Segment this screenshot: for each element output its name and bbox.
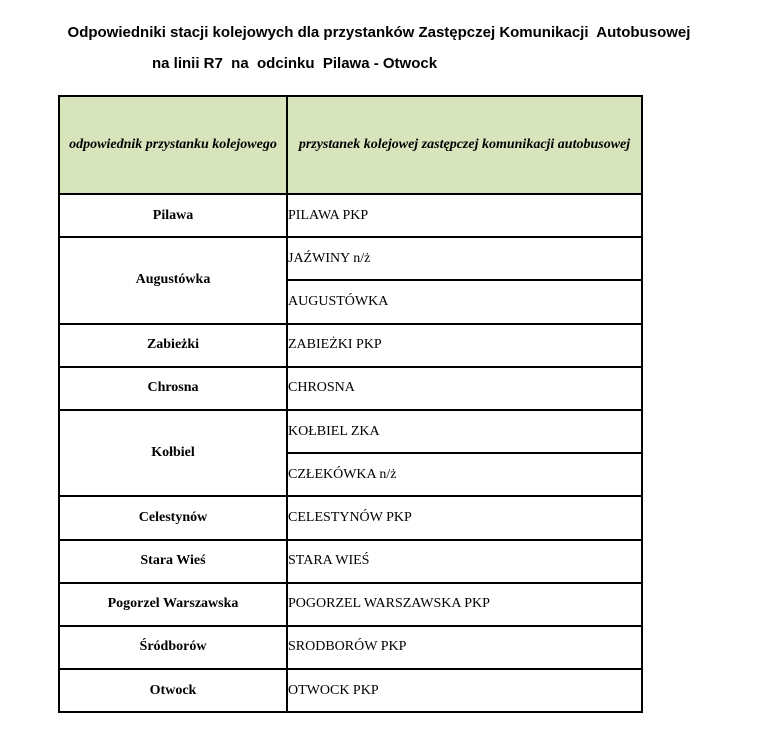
bus-stop-cell: CZŁEKÓWKA n/ż <box>287 453 642 496</box>
bus-stop-cell: ZABIEŻKI PKP <box>287 324 642 367</box>
railway-station-cell: Celestynów <box>59 496 287 539</box>
table-row <box>59 237 642 280</box>
railway-station-cell: Otwock <box>59 669 287 712</box>
table-row <box>59 583 642 626</box>
table-row <box>59 669 642 712</box>
bus-stop-cell: AUGUSTÓWKA <box>287 280 642 323</box>
stations-table <box>58 95 643 713</box>
bus-stop-cell: KOŁBIEL ZKA <box>287 410 642 453</box>
table-row <box>59 626 642 669</box>
table-row <box>59 194 642 237</box>
bus-stop-cell: CELESTYNÓW PKP <box>287 496 642 539</box>
railway-station-cell: Pilawa <box>59 194 287 237</box>
railway-station-cell: Augustówka <box>59 237 287 323</box>
table-row <box>59 410 642 453</box>
railway-station-cell: Pogorzel Warszawska <box>59 583 287 626</box>
bus-stop-cell: CHROSNA <box>287 367 642 410</box>
bus-stop-cell: JAŹWINY n/ż <box>287 237 642 280</box>
document-subtitle: na linii R7 na odcinku Pilawa - Otwock <box>152 55 438 72</box>
stations-table-body <box>59 194 642 712</box>
bus-stop-cell: POGORZEL WARSZAWSKA PKP <box>287 583 642 626</box>
railway-station-cell: Kołbiel <box>59 410 287 496</box>
bus-stop-cell: PILAWA PKP <box>287 194 642 237</box>
header-railway-station: odpowiednik przystanku kolejowego <box>59 96 287 194</box>
railway-station-cell: Stara Wieś <box>59 540 287 583</box>
railway-station-cell: Chrosna <box>59 367 287 410</box>
railway-station-cell: Śródborów <box>59 626 287 669</box>
header-bus-stop: przystanek kolejowej zastępczej komunikacji autobusowej <box>287 96 642 194</box>
bus-stop-cell: OTWOCK PKP <box>287 669 642 712</box>
table-row <box>59 367 642 410</box>
bus-stop-cell: STARA WIEŚ <box>287 540 642 583</box>
railway-station-cell: Zabieżki <box>59 324 287 367</box>
table-row <box>59 540 642 583</box>
table-row <box>59 496 642 539</box>
bus-stop-cell: SRODBORÓW PKP <box>287 626 642 669</box>
document-title: Odpowiedniki stacji kolejowych dla przystanków Zastępczej Komunikacji Autobusowej <box>67 24 691 41</box>
table-row <box>59 324 642 367</box>
